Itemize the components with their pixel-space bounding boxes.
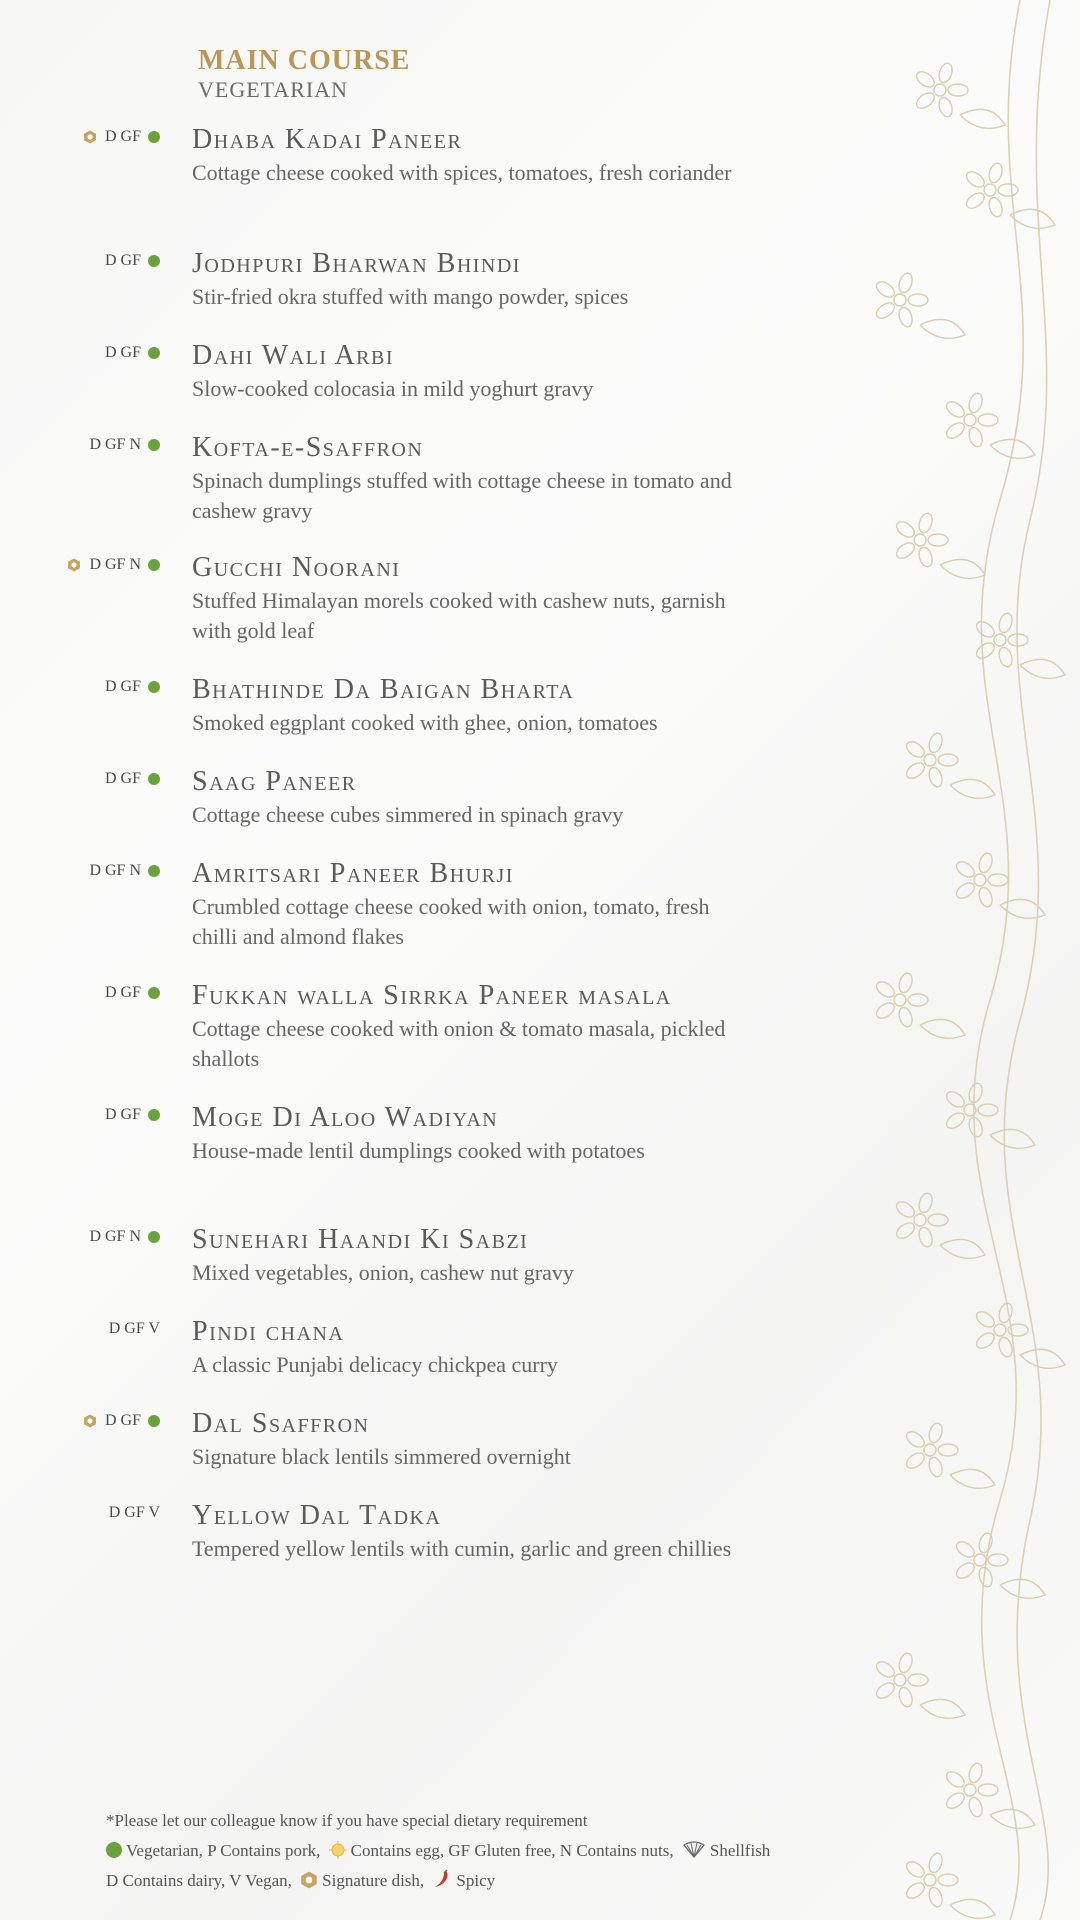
dish-description: Smoked eggplant cooked with ghee, onion, tomatoes (192, 710, 658, 735)
dietary-tags (109, 1320, 160, 1338)
signature-dish-icon (300, 1871, 318, 1889)
dish-name: Dal Ssaffron (192, 1408, 370, 1439)
dish-description: Cottage cheese cubes simmered in spinach gravy (192, 802, 624, 827)
dish-name: Pindi chana (192, 1316, 345, 1347)
legend-shellfish: Shellfish (709, 1841, 771, 1860)
signature-dish-icon (83, 130, 97, 144)
dish-description: Signature black lentils simmered overnight (192, 1444, 571, 1469)
vegetarian-icon (148, 987, 160, 999)
dish-description: Tempered yellow lentils with cumin, garlic and green chillies (192, 1536, 732, 1561)
dietary-tags (105, 252, 160, 270)
legend-vegan: V Vegan, (229, 1871, 292, 1890)
section-heading (198, 44, 410, 102)
egg-icon (329, 1841, 347, 1859)
section-title: MAIN COURSE (198, 45, 411, 76)
dish-name: Dahi Wali Arbi (192, 340, 395, 371)
dish-name: Kofta-e-Ssaffron (192, 432, 424, 463)
dish-description: Stir-fried okra stuffed with mango powder, spices (192, 284, 629, 309)
section-subtitle: VEGETARIAN (198, 77, 348, 102)
dietary-codes: D GF V (108, 1320, 160, 1337)
dish-description: House-made lentil dumplings cooked with potatoes (192, 1138, 645, 1163)
dish-description: Mixed vegetables, onion, cashew nut gravy (192, 1260, 574, 1285)
dietary-codes: D GF V (108, 1504, 160, 1521)
shellfish-icon (682, 1841, 706, 1859)
dietary-tags (105, 678, 160, 696)
dietary-tags (67, 556, 160, 574)
dietary-codes: D GF (104, 344, 141, 361)
dish-description: A classic Punjabi delicacy chickpea curry (192, 1352, 558, 1377)
dish-description: Stuffed Himalayan morels cooked with cashew nuts, garnish with gold leaf (192, 588, 726, 643)
chilli-icon (432, 1869, 452, 1889)
signature-dish-icon (67, 558, 81, 572)
dietary-tags (105, 344, 160, 362)
dish-description: Crumbled cottage cheese cooked with onion, tomato, fresh chilli and almond flakes (192, 894, 710, 949)
dish-description: Slow-cooked colocasia in mild yoghurt gravy (192, 376, 594, 401)
dietary-codes: D GF (104, 770, 141, 787)
dietary-footer (106, 1806, 770, 1896)
legend-line-2 (106, 1866, 770, 1896)
legend-dairy: D Contains dairy, (106, 1871, 226, 1890)
dietary-codes: D GF (104, 128, 141, 145)
dish-name: Jodhpuri Bharwan Bhindi (192, 248, 521, 279)
vegetarian-icon (106, 1842, 122, 1858)
vegetarian-icon (148, 1415, 160, 1427)
dish-description: Cottage cheese cooked with onion & tomato masala, pickled shallots (192, 1016, 726, 1071)
vegetarian-icon (148, 1231, 160, 1243)
dish-name: Saag Paneer (192, 766, 357, 797)
legend-vegetarian: Vegetarian, (126, 1841, 203, 1860)
legend-pork: P Contains pork, (207, 1841, 321, 1860)
dietary-codes: D GF (104, 984, 141, 1001)
legend-line-1 (106, 1836, 770, 1866)
legend-nuts: N Contains nuts, (559, 1841, 674, 1860)
legend-spicy: Spicy (456, 1871, 496, 1890)
dish-name: Sunehari Haandi Ki Sabzi (192, 1224, 529, 1255)
dish-name: Fukkan walla Sirrka Paneer masala (192, 980, 672, 1011)
dietary-codes: D GF (104, 1412, 141, 1429)
dietary-codes: D GF N (89, 436, 141, 453)
dish-name: Gucchi Noorani (192, 552, 401, 583)
floral-border-decoration (860, 0, 1080, 1920)
dish-name: Bhathinde Da Baigan Bharta (192, 674, 575, 705)
dietary-tags (89, 436, 160, 454)
legend-gluten-free: GF Gluten free, (448, 1841, 556, 1860)
dietary-tags (83, 1412, 160, 1430)
dish-description: Spinach dumplings stuffed with cottage cheese in tomato and cashew gravy (192, 468, 732, 523)
dietary-tags (83, 128, 160, 146)
dietary-tags (105, 770, 160, 788)
dietary-tags (105, 1106, 160, 1124)
vegetarian-icon (148, 1109, 160, 1121)
vegetarian-icon (148, 131, 160, 143)
dish-name: Dhaba Kadai Paneer (192, 124, 463, 155)
dietary-codes: D GF (104, 1106, 141, 1123)
legend-signature: Signature dish, (322, 1871, 425, 1890)
vegetarian-icon (148, 865, 160, 877)
signature-dish-icon (83, 1414, 97, 1428)
dish-description: Cottage cheese cooked with spices, tomatoes, fresh coriander (192, 160, 732, 185)
dietary-tags (109, 1504, 160, 1522)
legend-egg: Contains egg, (350, 1841, 445, 1860)
dietary-codes: D GF N (89, 556, 141, 573)
dietary-codes: D GF (104, 252, 141, 269)
dish-name: Yellow Dal Tadka (192, 1500, 442, 1531)
dietary-codes: D GF (104, 678, 141, 695)
vegetarian-icon (148, 559, 160, 571)
vegetarian-icon (148, 347, 160, 359)
dietary-tags (89, 862, 160, 880)
dietary-note: *Please let our colleague know if you have special dietary requirement (106, 1811, 588, 1830)
vegetarian-icon (148, 255, 160, 267)
dietary-tags (105, 984, 160, 1002)
vegetarian-icon (148, 439, 160, 451)
dietary-tags (89, 1228, 160, 1246)
dietary-codes: D GF N (89, 862, 141, 879)
dish-name: Moge Di Aloo Wadiyan (192, 1102, 499, 1133)
dish-name: Amritsari Paneer Bhurji (192, 858, 514, 889)
vegetarian-icon (148, 773, 160, 785)
dietary-codes: D GF N (89, 1228, 141, 1245)
vegetarian-icon (148, 681, 160, 693)
